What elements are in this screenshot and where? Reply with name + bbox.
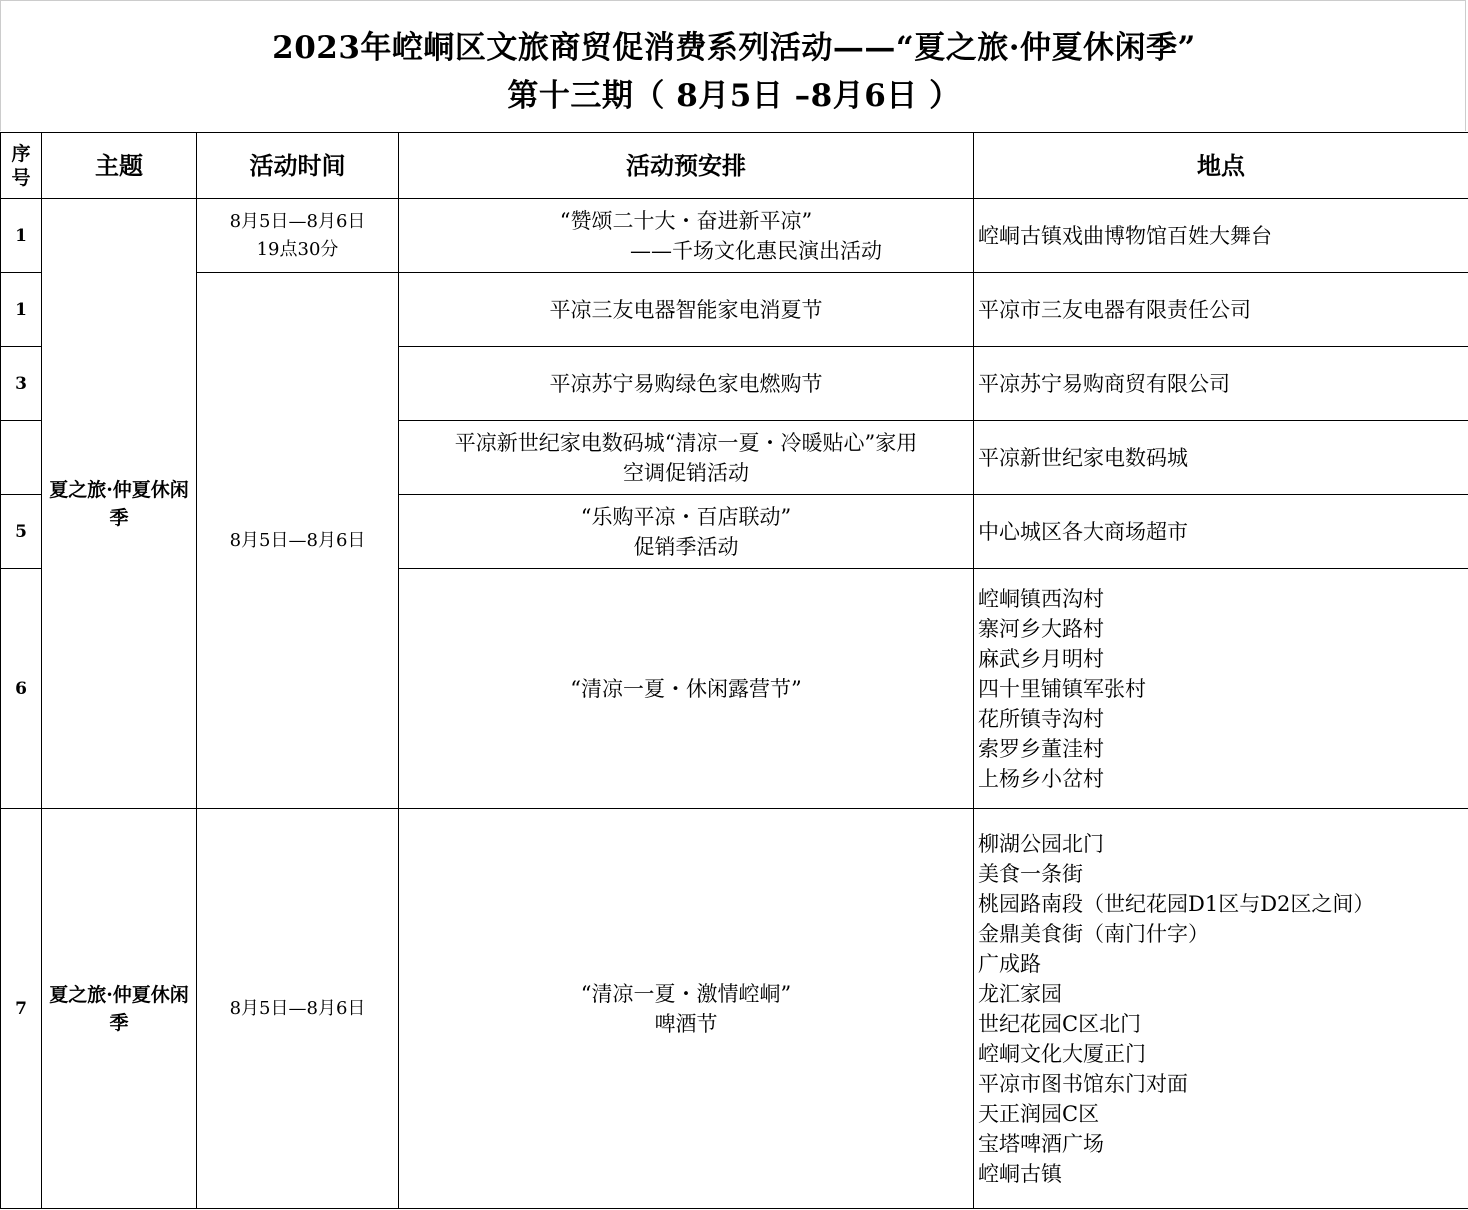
header-location: 地点 — [974, 133, 1468, 199]
row-theme: 夏之旅·仲夏休闲季 — [42, 199, 197, 809]
table-row — [1, 273, 1468, 347]
header-activity: 活动预安排 — [399, 133, 974, 199]
header-time: 活动时间 — [197, 133, 399, 199]
row-location: 平凉市三友电器有限责任公司 — [974, 273, 1468, 347]
table-header-row — [1, 133, 1468, 199]
row-seq: 7 — [1, 809, 42, 1209]
row-activity: “乐购平凉・百店联动” 促销季活动 — [399, 495, 974, 569]
table-row — [1, 809, 1468, 1209]
activity-table — [0, 132, 1468, 1209]
row-seq: 5 — [1, 495, 42, 569]
row-location: 中心城区各大商场超市 — [974, 495, 1468, 569]
row-time: 8月5日—8月6日 — [197, 809, 399, 1209]
row-location: 平凉新世纪家电数码城 — [974, 421, 1468, 495]
row-location: 柳湖公园北门 美食一条街 桃园路南段（世纪花园D1区与D2区之间） 金鼎美食街（南门什字） 广成路 龙汇家园 世纪花园C区北门 崆峒文化大厦正门 平凉市图书馆东门对面 天正润园C区 宝塔啤酒广场 崆峒古镇 — [974, 809, 1468, 1209]
page-title: 2023年崆峒区文旅商贸促消费系列活动——“夏之旅·仲夏休闲季” — [272, 30, 1196, 66]
row-seq: 6 — [1, 569, 42, 809]
table-row — [1, 199, 1468, 273]
row-time: 8月5日—8月6日 19点30分 — [197, 199, 399, 273]
row-activity: “清凉一夏・休闲露营节” — [399, 569, 974, 809]
row-seq: 3 — [1, 347, 42, 421]
row-seq: 1 — [1, 199, 42, 273]
row-location: 崆峒古镇戏曲博物馆百姓大舞台 — [974, 199, 1468, 273]
row-location: 崆峒镇西沟村 寨河乡大路村 麻武乡月明村 四十里铺镇军张村 花所镇寺沟村 索罗乡董洼村 上杨乡小岔村 — [974, 569, 1468, 809]
row-location: 平凉苏宁易购商贸有限公司 — [974, 347, 1468, 421]
row-activity: 平凉苏宁易购绿色家电燃购节 — [399, 347, 974, 421]
header-seq: 序 号 — [1, 133, 42, 199]
row-activity: “清凉一夏・激情崆峒” 啤酒节 — [399, 809, 974, 1209]
page-subtitle: 第十三期（ 8月5日 –8月6日 ） — [507, 78, 961, 114]
row-seq — [1, 421, 42, 495]
row-activity: 平凉新世纪家电数码城“清凉一夏・冷暖贴心”家用 空调促销活动 — [399, 421, 974, 495]
row-theme: 夏之旅·仲夏休闲季 — [42, 809, 197, 1209]
header-theme: 主题 — [42, 133, 197, 199]
row-activity: 平凉三友电器智能家电消夏节 — [399, 273, 974, 347]
row-time: 8月5日—8月6日 — [197, 273, 399, 809]
row-seq: 1 — [1, 273, 42, 347]
row-activity: “赞颂二十大・奋进新平凉” ——千场文化惠民演出活动 — [399, 199, 974, 273]
